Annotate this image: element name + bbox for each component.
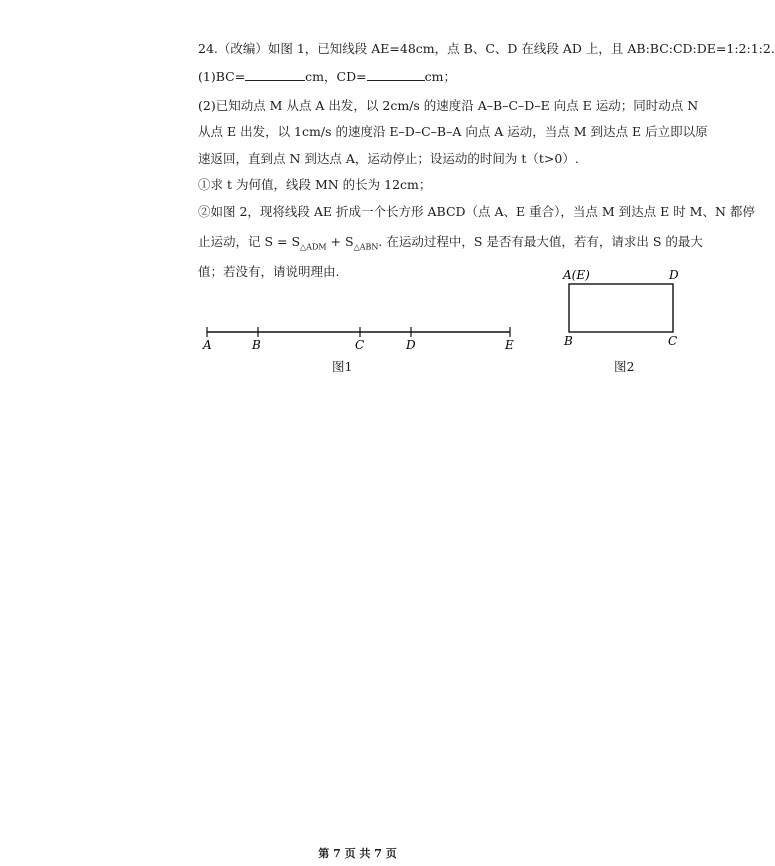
label-point-e: E <box>505 338 514 352</box>
label-point-b: B <box>252 338 261 352</box>
label-point-c: C <box>355 338 365 352</box>
label-corner-ae: A(E) <box>563 268 590 282</box>
problem-line-2 <box>198 68 456 86</box>
label-corner-b: B <box>564 334 573 348</box>
figure-2-caption: 图2 <box>614 359 635 374</box>
problem-line-7: ②如图 2，现将线段 AE 折成一个长方形 ABCD（点 A、E 重合），当点 M 到达点 E 时 M、N 都停 <box>198 204 755 219</box>
page-footer: 第 7 页 共 7 页 <box>318 847 397 860</box>
subscript-adm: △ADM <box>300 242 327 252</box>
label-corner-d: D <box>669 268 679 282</box>
line8-after: . 在运动过程中，S 是否有最大值，若有，请求出 S 的最大 <box>378 234 703 249</box>
line8-plus: + S <box>326 234 354 249</box>
unit-cm-end: cm； <box>424 69 456 84</box>
problem-line-4: 从点 E 出发，以 1cm/s 的速度沿 E–D–C–B–A 向点 A 运动，当点 M 到达点 E 后立即以原 <box>198 124 708 139</box>
subscript-abn: △ABN <box>353 242 379 252</box>
problem-line-9: 值；若没有，请说明理由. <box>198 264 340 279</box>
problem-line-6: ①求 t 为何值，线段 MN 的长为 12cm； <box>198 177 432 192</box>
label-point-d: D <box>406 338 416 352</box>
rectangle-abcd <box>569 284 673 332</box>
answer-blank-bc[interactable] <box>245 68 305 81</box>
figure-1-caption: 图1 <box>332 359 353 374</box>
line8-before: 止运动，记 S = S <box>198 234 301 249</box>
label-point-a: A <box>203 338 212 352</box>
answer-blank-cd[interactable] <box>367 68 425 81</box>
unit-cm-cd: cm，CD= <box>305 69 367 84</box>
problem-line-5: 速返回，直到点 N 到达点 A，运动停止；设运动的时间为 t（t>0）. <box>198 151 579 166</box>
problem-line-1: 24.（改编）如图 1，已知线段 AE=48cm，点 B、C、D 在线段 AD 上，且 AB:BC:CD:DE=1:2:1:2. <box>198 41 775 56</box>
figure-1 <box>195 318 525 358</box>
figure-2 <box>555 263 685 353</box>
problem-line-3: (2)已知动点 M 从点 A 出发，以 2cm/s 的速度沿 A–B–C–D–E 向点 E 运动；同时动点 N <box>198 98 699 113</box>
label-corner-c: C <box>668 334 678 348</box>
figure-1-svg <box>195 318 525 358</box>
figure-2-svg <box>555 263 685 353</box>
problem-line-8 <box>198 233 703 257</box>
part1-label: (1)BC= <box>198 69 246 84</box>
